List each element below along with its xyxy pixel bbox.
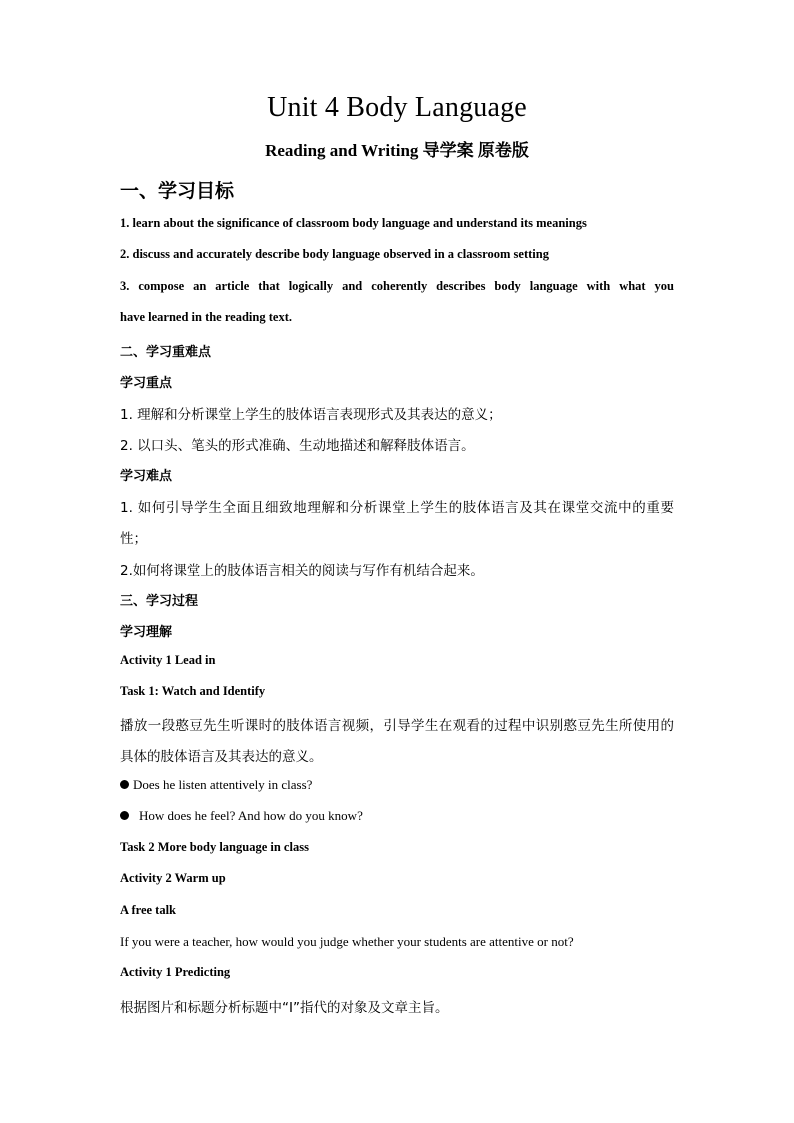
- activity-1-heading: Activity 1 Lead in: [120, 653, 216, 667]
- difficult-point-2: 2.如何将课堂上的肢体语言相关的阅读与写作有机结合起来。: [120, 563, 484, 579]
- objective-item-2: 2. discuss and accurately describe body language observed in a classroom setting: [120, 247, 549, 261]
- question-item-1: [120, 777, 312, 793]
- objective-item-3: 3. compose an article that logically and coherently describes body language with what you: [120, 279, 674, 293]
- learning-understanding-heading: 学习理解: [120, 625, 173, 640]
- section1-heading: 一、学习目标: [120, 180, 235, 202]
- objective-item-1: 1. learn about the significance of classroom body language and understand its meanings: [120, 216, 587, 230]
- bullet-icon: [120, 780, 129, 789]
- task-1-description-line-2: 具体的肢体语言及其表达的意义。: [120, 749, 323, 765]
- predicting-description: 根据图片和标题分析标题中“I”指代的对象及文章主旨。: [120, 1000, 449, 1016]
- free-talk-question: If you were a teacher, how would you judge whether your students are attentive or not?: [120, 934, 574, 949]
- document-title: Unit 4 Body Language: [267, 92, 527, 123]
- task-2-heading: Task 2 More body language in class: [120, 840, 309, 854]
- section2-heading: 二、学习重难点: [120, 345, 212, 360]
- question-2-text: How does he feel? And how do you know?: [139, 808, 363, 823]
- task-1-heading: Task 1: Watch and Identify: [120, 684, 266, 698]
- predicting-heading: Activity 1 Predicting: [120, 965, 231, 979]
- activity-2-heading: Activity 2 Warm up: [120, 871, 226, 885]
- difficult-points-heading: 学习难点: [120, 469, 173, 484]
- difficult-point-1-cont: 性；: [120, 531, 147, 547]
- key-point-1: 1. 理解和分析课堂上学生的肢体语言表现形式及其表达的意义；: [120, 407, 502, 423]
- question-1-text: Does he listen attentively in class?: [133, 777, 313, 792]
- key-points-heading: 学习重点: [120, 376, 173, 391]
- task-1-description-line-1: 播放一段憨豆先生听课时的肢体语言视频，引导学生在观看的过程中识别憨豆先生所使用的: [120, 718, 674, 734]
- bullet-icon: [120, 811, 129, 820]
- difficult-point-1: 1. 如何引导学生全面且细致地理解和分析课堂上学生的肢体语言及其在课堂交流中的重要: [120, 500, 674, 516]
- question-item-2: [120, 808, 363, 824]
- section3-heading: 三、学习过程: [120, 594, 199, 609]
- key-point-2: 2. 以口头、笔头的形式准确、生动地描述和解释肢体语言。: [120, 438, 475, 454]
- free-talk-heading: A free talk: [120, 903, 177, 917]
- document-subtitle: Reading and Writing 导学案 原卷版: [265, 141, 529, 160]
- objective-item-3-cont: have learned in the reading text.: [120, 310, 292, 324]
